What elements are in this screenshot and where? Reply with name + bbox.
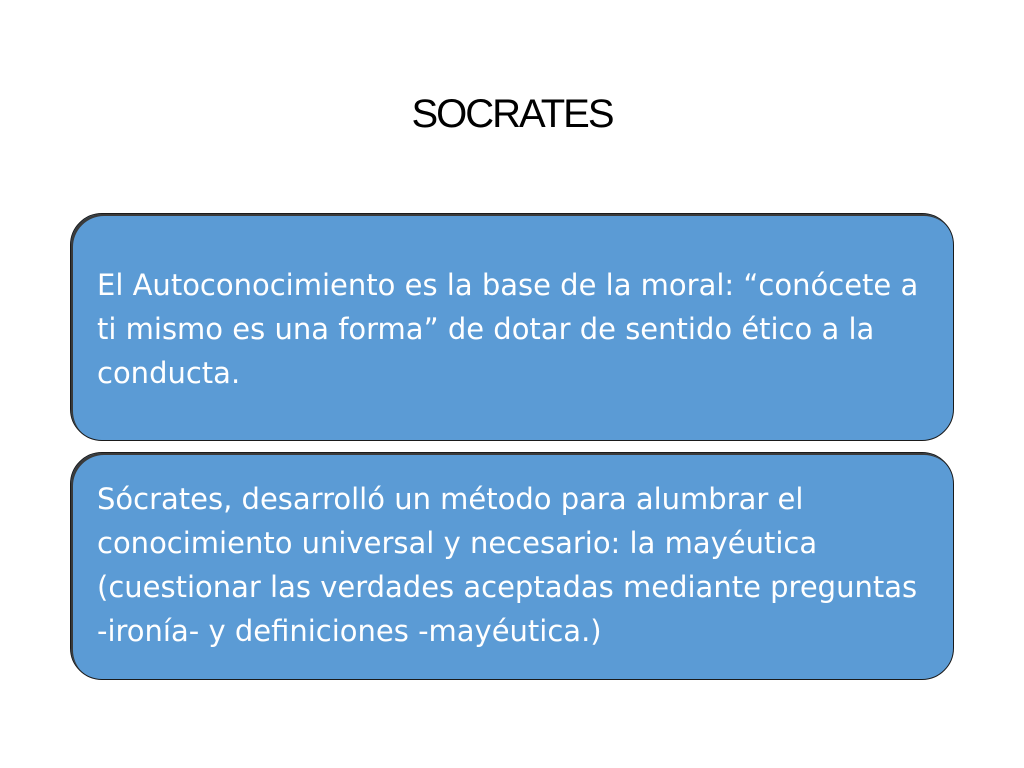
content-box-text: Sócrates, desarrolló un método para alumbrar el conocimiento universal y necesario: la mayéutica (cuestionar las verdades aceptadas mediante preguntas -ironía- y definiciones -mayéutica.) [97, 482, 918, 648]
content-box-autoconocimiento [70, 213, 954, 441]
content-box-mayeutica [70, 452, 954, 680]
content-box-text: El Autoconocimiento es la base de la moral: “conócete a ti mismo es una forma” de dotar de sentido ético a la conducta. [97, 268, 919, 390]
slide-title: SOCRATES [411, 92, 613, 136]
